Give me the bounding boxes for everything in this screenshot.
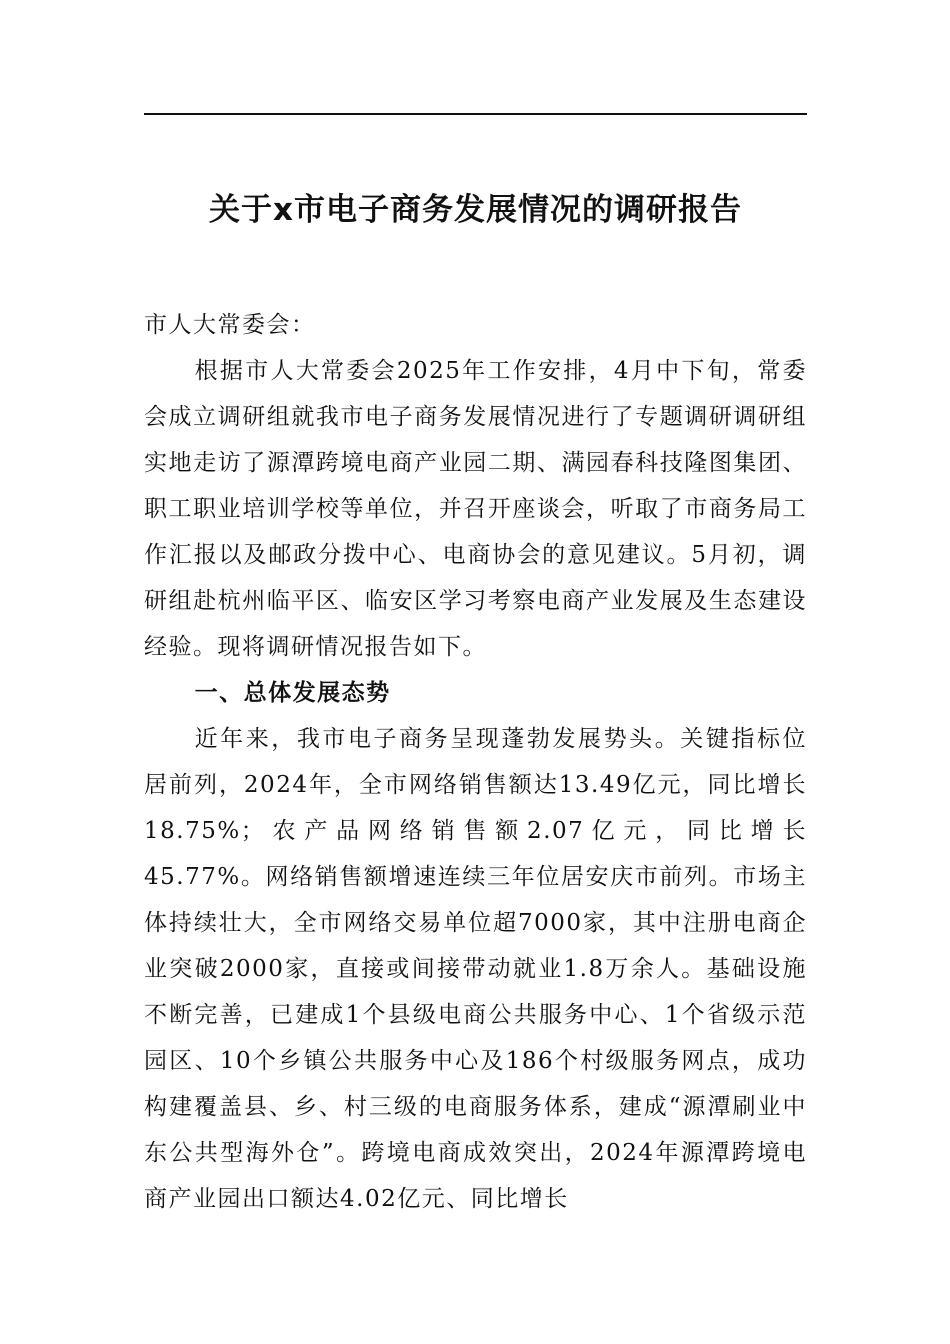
salutation: 市人大常委会： — [144, 312, 316, 338]
header-rule — [144, 113, 807, 115]
intro-paragraph: 根据市人大常委会2025年工作安排，4月中下旬，常委会成立调研组就我市电子商务发展情况进行了专题调研调研组实地走访了源潭跨境电商产业园二期、满园春科技隆图集团、职工职业培训学校等单位，并召开座谈会，听取了市商务局工作汇报以及邮政分拨中心、电商协会的意见建议。5月初，调研组赴杭州临平区、临安区学习考察电商产业发展及生态建设经验。现将调研情况报告如下。 — [144, 358, 807, 660]
section-heading: 一、总体发展态势 — [194, 680, 391, 706]
report-body — [144, 302, 807, 1222]
section-paragraph: 近年来，我市电子商务呈现蓬勃发展势头。关键指标位居前列，2024年，全市网络销售额达13.49亿元，同比增长18.75%；农产品网络销售额2.07亿元，同比增长45.77%。网络销售额增速连续三年位居安庆市前列。市场主体持续壮大，全市网络交易单位超7000家，其中注册电商企业突破2000家，直接或间接带动就业1.8万余人。基础设施不断完善，已建成1个县级电商公共服务中心、1个省级示范园区、10个乡镇公共服务中心及186个村级服务网点，成功构建覆盖县、乡、村三级的电商服务体系，建成“源潭刷业中东公共型海外仓”。跨境电商成效突出，2024年源潭跨境电商产业园出口额达4.02亿元、同比增长 — [144, 726, 807, 1212]
report-title: 关于x市电子商务发展情况的调研报告 — [209, 192, 742, 228]
